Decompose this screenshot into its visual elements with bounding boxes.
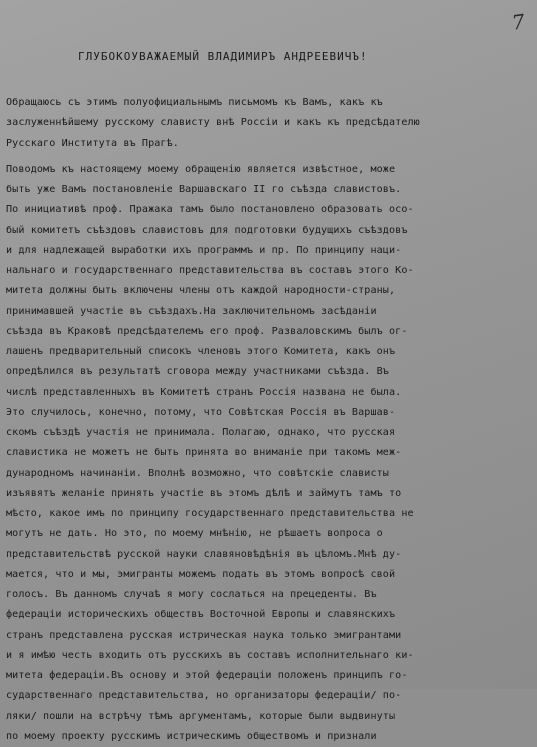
text-line: странъ представлена русская истрическая наука только эмигрантами — [6, 629, 402, 641]
text-line: бый комитетъ съѣздовъ славистовъ для подготовки будущихъ съѣздовъ — [6, 224, 408, 236]
text-line: По инициативѣ проф. Пражака тамъ было постановлено образовать осо- — [6, 204, 414, 216]
text-line: Обращаюсь съ этимъ полуофициальнымъ письмомъ къ Вамъ, какъ къ — [6, 97, 383, 108]
text-line: Русскаго Института въ Прагѣ. — [6, 137, 179, 149]
text-line: ляки/ пошли на встрѣчу тѣмъ аргументамъ, которые были выдвинуты — [6, 710, 396, 722]
text-line: по моему проекту русскимъ истрическимъ обществомъ и признали — [6, 730, 377, 742]
letter-body — [6, 93, 536, 747]
text-line: Поводомъ къ настоящему моему обращенiю является извѣстное, може — [6, 163, 396, 175]
text-line: заслуженнѣйшему русскому слависту внѣ Россiи и какъ къ предсѣдателю — [6, 117, 420, 129]
text-line: славистика не можетъ не быть принята во вниманiе при такомъ меж- — [6, 447, 402, 459]
text-line: митета должны быть включены члены отъ каждой народности-страны, — [6, 285, 396, 297]
text-line: изъявятъ желанiе принять участiе въ этомъ дѣлѣ и займутъ тамъ то — [6, 487, 402, 499]
text-line: Это случилось, конечно, потому, что Совѣтская Россiя въ Варшав- — [6, 406, 396, 418]
text-line: сударственнаго представительства, но организаторы федерацiи/ по- — [6, 690, 402, 702]
text-line: быть уже Вамъ постановленiе Варшавскаго II го съѣзда славистовъ. — [6, 184, 402, 195]
salutation: ГЛУБОКОУВАЖАЕМЫЙ ВЛАДИМИРЪ АНДРЕЕВИЧЪ! — [78, 50, 368, 63]
text-line: числѣ представленныхъ въ Комитетѣ странъ Россiя названа не была. — [6, 386, 402, 398]
text-line: мѣсто, какое имъ по принципу государственнаго представительства не — [6, 508, 414, 519]
paragraph — [6, 93, 536, 154]
text-line: лашенъ предварительный списокъ членовъ этого Комитета, какъ онъ — [6, 346, 396, 357]
text-line: и я имѣю честь входить отъ русскихъ въ составъ исполнительнаго ки- — [6, 649, 414, 661]
text-line: скомъ съѣздѣ участiя не принимала. Полагаю, однако, что русская — [6, 427, 396, 438]
text-line: и для надлежащей выработки ихъ программъ и пр. По принципу наци- — [6, 244, 402, 256]
text-line: федерацiи историческихъ обществъ Восточной Европы и славянскихъ — [6, 609, 396, 621]
text-line: опредѣлился въ результатѣ сговора между участниками съѣзда. Въ — [6, 366, 389, 378]
paragraph — [6, 160, 536, 747]
text-line: голосъ. Въ данномъ случаѣ я могу сослаться на прецеденты. Въ — [6, 589, 377, 600]
text-line: представительствѣ русской науки славяновѣдѣнiя въ цѣломъ.Мнѣ ду- — [6, 548, 402, 560]
page-number: 7 — [510, 9, 527, 35]
text-line: могутъ не дать. Но это, по моему мнѣнiю, не рѣшаетъ вопроса о — [6, 528, 383, 540]
text-line: нальнаго и государственнаго представительства въ составъ этого Ко- — [6, 265, 414, 276]
text-line: дународномъ начинанiи. Вполнѣ возможно, что совѣтскiе слависты — [6, 467, 389, 479]
text-line: принимавшей участiе въ съѣздахъ.На заключительномъ засѣданiи — [6, 305, 377, 317]
text-line: съѣзда въ Краковѣ предсѣдателемъ его проф. Разваловскимъ былъ ог- — [6, 325, 408, 337]
text-line: мается, что и мы, эмигранты можемъ подать въ этомъ вопросѣ свой — [6, 568, 396, 580]
text-line: митета федерацiи.Въ основу и этой федерацiи положенъ принципъ го- — [6, 670, 408, 681]
